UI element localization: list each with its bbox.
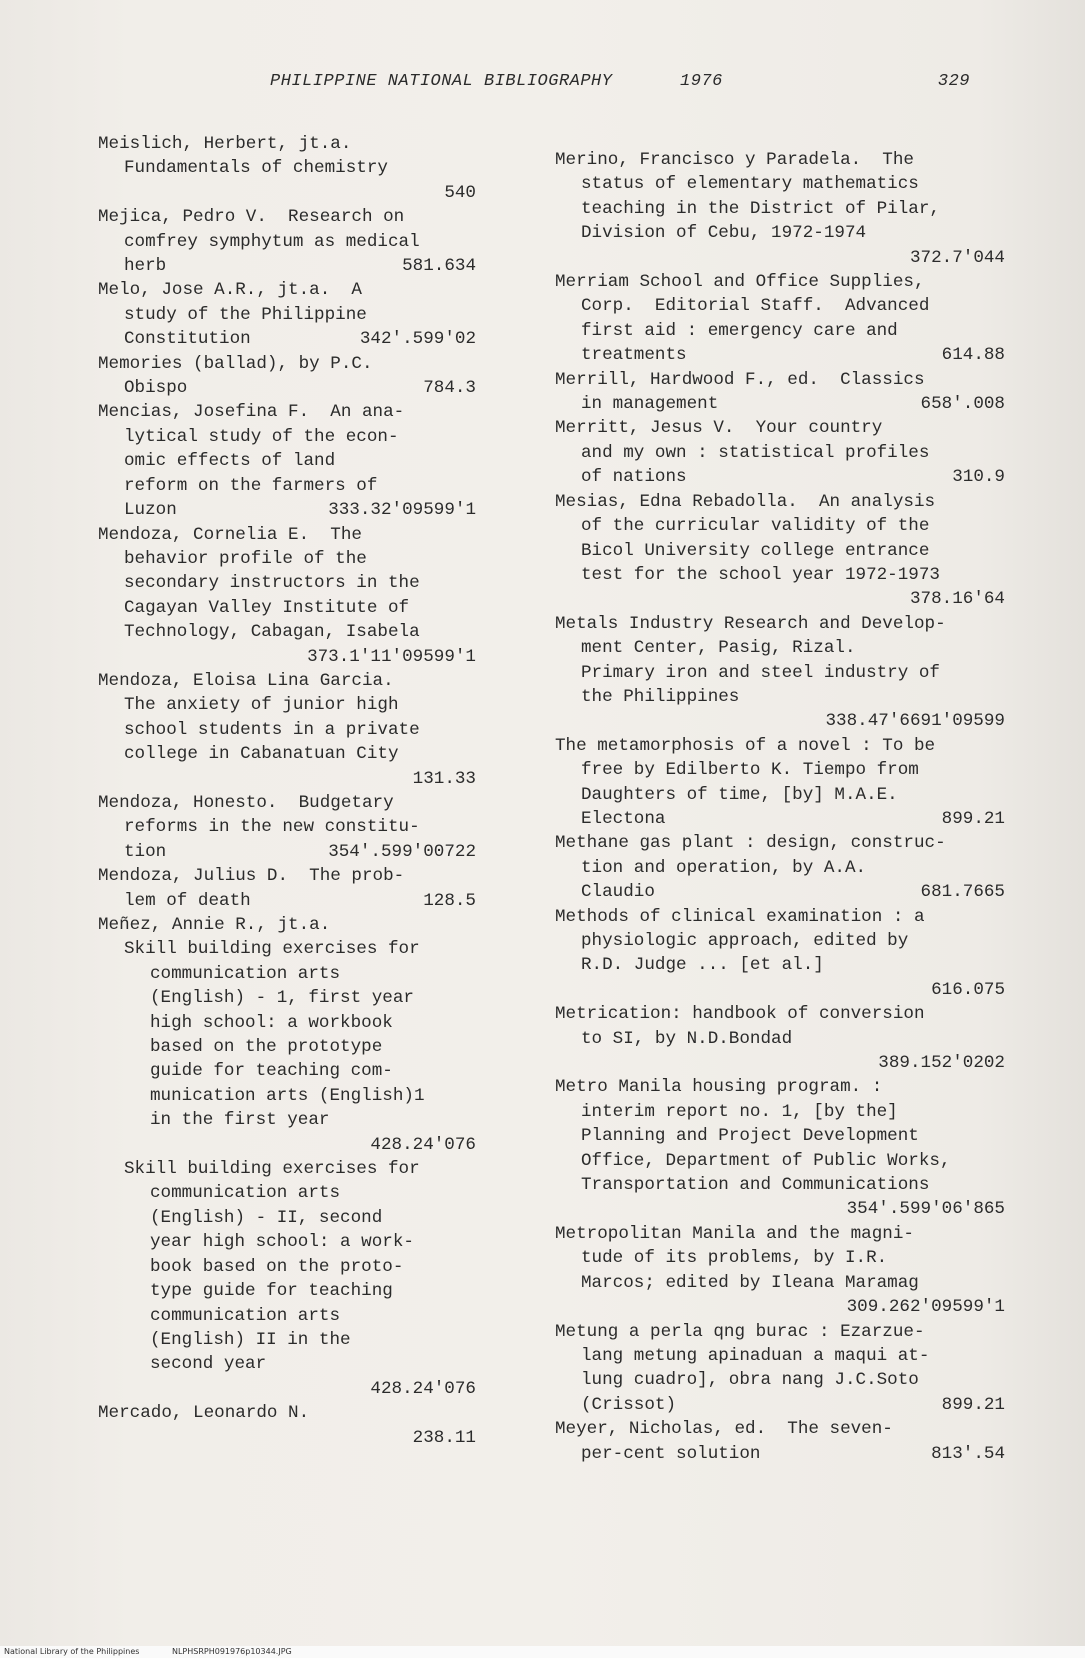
entry-line: of the curricular validity of the bbox=[581, 516, 930, 537]
entry-line: Bicol University college entrance bbox=[581, 540, 930, 561]
entry-line: type guide for teaching bbox=[150, 1281, 393, 1302]
page-header bbox=[270, 72, 1010, 98]
entry-line: in the first year bbox=[150, 1110, 330, 1131]
call-number: 338.47'6691'09599 bbox=[825, 711, 1005, 732]
entry-last-line bbox=[98, 327, 476, 351]
bibliography-entry bbox=[98, 132, 476, 205]
call-number: 681.7665 bbox=[920, 882, 1005, 903]
entry-line: tion bbox=[124, 841, 167, 862]
entry-line: test for the school year 1972-1973 bbox=[581, 564, 940, 585]
bibliography-entry bbox=[555, 1417, 1005, 1466]
call-number: 131.33 bbox=[412, 768, 476, 789]
bibliography-entry bbox=[98, 913, 476, 937]
entry-line: tude of its problems, by I.R. bbox=[581, 1248, 888, 1269]
bibliography-entry bbox=[555, 148, 1005, 270]
entry-line: physiologic approach, edited by bbox=[581, 931, 909, 951]
entry-line: Claudio bbox=[581, 882, 655, 903]
entry-heading: Metung a perla qng burac : Ezarzue- bbox=[555, 1321, 925, 1342]
entry-line: Division of Cebu, 1972-1974 bbox=[581, 223, 867, 244]
entry-heading: Merrill, Hardwood F., ed. Classics bbox=[555, 369, 925, 390]
bibliography-entry bbox=[555, 368, 1005, 417]
entry-line: book based on the proto- bbox=[150, 1256, 404, 1277]
entry-heading: Memories (ballad), by P.C. bbox=[98, 353, 373, 374]
entry-line: free by Edilberto K. Tiempo from bbox=[581, 760, 919, 781]
bibliography-entry bbox=[555, 1222, 1005, 1320]
bibliography-entry bbox=[98, 1157, 476, 1401]
entry-line: omic effects of land bbox=[124, 451, 336, 472]
footer-library: National Library of the Philippines bbox=[4, 1647, 140, 1656]
entry-heading: Metropolitan Manila and the magni- bbox=[555, 1223, 914, 1244]
bibliography-entry bbox=[98, 864, 476, 913]
entry-heading: Meislich, Herbert, jt.a. bbox=[98, 134, 352, 154]
entry-heading: Metals Industry Research and Develop- bbox=[555, 613, 946, 634]
entry-last-line bbox=[98, 254, 476, 278]
entry-heading: Metrication: handbook of conversion bbox=[555, 1004, 925, 1025]
entry-line: first aid : emergency care and bbox=[581, 320, 898, 341]
entry-line: interim report no. 1, [by the] bbox=[581, 1101, 898, 1122]
entry-line: ment Center, Pasig, Rizal. bbox=[581, 638, 856, 659]
entry-heading: Merriam School and Office Supplies, bbox=[555, 272, 925, 293]
entry-line: year high school: a work- bbox=[150, 1232, 414, 1253]
entry-heading: Metro Manila housing program. : bbox=[555, 1077, 883, 1098]
entry-line: reform on the farmers of bbox=[124, 475, 378, 496]
entry-heading: Mercado, Leonardo N. bbox=[98, 1403, 310, 1424]
entry-line: reforms in the new constitu- bbox=[124, 817, 420, 838]
entry-line: and my own : statistical profiles bbox=[581, 442, 930, 463]
call-number: 616.075 bbox=[931, 979, 1005, 1000]
entry-line: (Crissot) bbox=[581, 1394, 677, 1415]
entry-line: Luzon bbox=[124, 500, 177, 521]
entry-last-line bbox=[98, 498, 476, 522]
entry-heading: Methane gas plant : design, construc- bbox=[555, 833, 946, 854]
call-number: 540 bbox=[444, 182, 476, 203]
bibliography-entry bbox=[555, 734, 1005, 832]
entry-heading: Merritt, Jesus V. Your country bbox=[555, 418, 883, 439]
bibliography-entry bbox=[98, 352, 476, 401]
bibliography-entry bbox=[555, 831, 1005, 904]
entry-heading: Meyer, Nicholas, ed. The seven- bbox=[555, 1419, 893, 1440]
bibliography-entry bbox=[98, 791, 476, 864]
call-number: 354'.599'00722 bbox=[328, 841, 476, 862]
entry-last-line bbox=[555, 392, 1005, 416]
entry-line: guide for teaching com- bbox=[150, 1061, 393, 1082]
right-column bbox=[555, 148, 1005, 1466]
call-number: 658'.008 bbox=[920, 394, 1005, 415]
entry-line: in management bbox=[581, 394, 719, 415]
entry-line: to SI, by N.D.Bondad bbox=[581, 1028, 793, 1049]
call-number: 128.5 bbox=[423, 890, 476, 911]
entry-line: lung cuadro], obra nang J.C.Soto bbox=[581, 1370, 919, 1391]
call-number: 342'.599'02 bbox=[359, 329, 476, 350]
running-title: PHILIPPINE NATIONAL BIBLIOGRAPHY bbox=[270, 72, 613, 91]
entry-line: lem of death bbox=[124, 890, 251, 911]
entry-heading: Merino, Francisco y Paradela. The bbox=[555, 150, 914, 170]
entry-line: Obispo bbox=[124, 378, 188, 399]
entry-line: Technology, Cabagan, Isabela bbox=[124, 622, 420, 643]
entry-last-line bbox=[555, 807, 1005, 831]
call-number: 899.21 bbox=[941, 808, 1005, 829]
entry-line: communication arts bbox=[150, 1183, 341, 1204]
bibliography-entry bbox=[555, 490, 1005, 612]
entry-line: herb bbox=[124, 256, 167, 277]
entry-last-line bbox=[555, 343, 1005, 367]
call-number: 784.3 bbox=[423, 378, 476, 399]
page-number: 329 bbox=[937, 72, 970, 91]
entry-heading: Skill building exercises for bbox=[124, 1159, 420, 1180]
entry-line: teaching in the District of Pilar, bbox=[581, 198, 940, 219]
call-number: 378.16'64 bbox=[909, 589, 1005, 610]
entry-line: munication arts (English)1 bbox=[150, 1085, 425, 1106]
bibliography-entry bbox=[98, 400, 476, 522]
bibliography-entry bbox=[98, 937, 476, 1157]
entry-last-line bbox=[98, 840, 476, 864]
bibliography-entry bbox=[555, 1075, 1005, 1221]
entry-heading: Mendoza, Honesto. Budgetary bbox=[98, 792, 394, 813]
entry-line: treatments bbox=[581, 345, 687, 366]
call-number: 813'.54 bbox=[931, 1443, 1005, 1464]
entry-line: school students in a private bbox=[124, 719, 420, 740]
entry-line: Constitution bbox=[124, 329, 251, 350]
scan-footer bbox=[0, 1646, 1085, 1658]
call-number: 310.9 bbox=[952, 467, 1005, 488]
entry-heading: Mendoza, Julius D. The prob- bbox=[98, 866, 405, 887]
entry-line: communication arts bbox=[150, 1305, 341, 1326]
entry-line: college in Cabanatuan City bbox=[124, 744, 399, 765]
entry-line: lytical study of the econ- bbox=[124, 426, 399, 447]
entry-heading: Methods of clinical examination : a bbox=[555, 906, 925, 927]
entry-line: comfrey symphytum as medical bbox=[124, 231, 420, 252]
entry-heading: Skill building exercises for bbox=[124, 939, 420, 960]
running-year: 1976 bbox=[680, 72, 723, 91]
entry-line: secondary instructors in the bbox=[124, 573, 420, 594]
entry-line: Transportation and Communications bbox=[581, 1175, 930, 1196]
bibliography-entry bbox=[555, 612, 1005, 734]
entry-line: the Philippines bbox=[581, 686, 740, 707]
bibliography-entry bbox=[555, 416, 1005, 489]
entry-line: (English) - 1, first year bbox=[150, 988, 414, 1009]
entry-line: communication arts bbox=[150, 963, 341, 984]
entry-line: R.D. Judge ... [et al.] bbox=[581, 955, 824, 976]
footer-file-id: NLPHSRPH091976p10344.JPG bbox=[171, 1647, 292, 1656]
bibliography-entry bbox=[98, 523, 476, 669]
entry-line: (English) II in the bbox=[150, 1329, 351, 1350]
bibliography-entry bbox=[98, 1401, 476, 1450]
call-number: 614.88 bbox=[941, 345, 1005, 366]
entry-heading: The metamorphosis of a novel : To be bbox=[555, 735, 936, 756]
entry-line: study of the Philippine bbox=[124, 304, 367, 325]
entry-last-line bbox=[98, 376, 476, 400]
entry-line: Office, Department of Public Works, bbox=[581, 1150, 951, 1171]
bibliography-entry bbox=[98, 669, 476, 791]
bibliography-entry bbox=[98, 278, 476, 351]
entry-line: status of elementary mathematics bbox=[581, 174, 919, 195]
entry-heading: Mejica, Pedro V. Research on bbox=[98, 207, 405, 228]
entry-line: Fundamentals of chemistry bbox=[124, 158, 388, 179]
call-number: 389.152'0202 bbox=[878, 1053, 1005, 1074]
entry-line: behavior profile of the bbox=[124, 548, 367, 569]
entry-line: tion and operation, by A.A. bbox=[581, 857, 867, 878]
entry-last-line bbox=[555, 465, 1005, 489]
entry-last-line bbox=[555, 1393, 1005, 1417]
entry-heading: Mesias, Edna Rebadolla. An analysis bbox=[555, 491, 936, 512]
entry-line: based on the prototype bbox=[150, 1037, 383, 1058]
call-number: 354'.599'06'865 bbox=[846, 1199, 1005, 1220]
entry-line: Daughters of time, [by] M.A.E. bbox=[581, 784, 898, 805]
entry-heading: Mendoza, Cornelia E. The bbox=[98, 524, 362, 545]
entry-last-line bbox=[555, 880, 1005, 904]
call-number: 428.24'076 bbox=[370, 1378, 476, 1399]
call-number: 899.21 bbox=[941, 1394, 1005, 1415]
entry-heading: Melo, Jose A.R., jt.a. A bbox=[98, 280, 362, 301]
bibliography-entry bbox=[98, 205, 476, 278]
bibliography-entry bbox=[555, 1320, 1005, 1418]
call-number: 428.24'076 bbox=[370, 1134, 476, 1155]
call-number: 309.262'09599'1 bbox=[846, 1297, 1005, 1318]
call-number: 581.634 bbox=[402, 256, 476, 277]
bibliography-entry bbox=[555, 905, 1005, 1003]
call-number: 373.1'11'09599'1 bbox=[307, 646, 476, 667]
entry-line: Marcos; edited by Ileana Maramag bbox=[581, 1272, 919, 1293]
entry-heading: Mencias, Josefina F. An ana- bbox=[98, 402, 405, 423]
entry-line: second year bbox=[150, 1354, 267, 1375]
entry-heading: Meñez, Annie R., jt.a. bbox=[98, 915, 331, 935]
entry-last-line bbox=[98, 889, 476, 913]
entry-line: The anxiety of junior high bbox=[124, 695, 399, 716]
bibliography-entry bbox=[555, 270, 1005, 368]
entry-line: Planning and Project Development bbox=[581, 1126, 919, 1147]
entry-line: of nations bbox=[581, 467, 687, 488]
call-number: 333.32'09599'1 bbox=[328, 500, 476, 521]
entry-line: per-cent solution bbox=[581, 1443, 761, 1464]
left-column bbox=[98, 132, 476, 1450]
entry-last-line bbox=[555, 1442, 1005, 1466]
entry-heading: Mendoza, Eloisa Lina Garcia. bbox=[98, 670, 394, 691]
call-number: 372.7'044 bbox=[909, 247, 1005, 268]
entry-line: Corp. Editorial Staff. Advanced bbox=[581, 296, 930, 317]
entry-line: Cagayan Valley Institute of bbox=[124, 597, 410, 618]
bibliography-entry bbox=[555, 1002, 1005, 1075]
entry-line: Primary iron and steel industry of bbox=[581, 662, 940, 683]
entry-line: high school: a workbook bbox=[150, 1012, 393, 1033]
entry-line: (English) - II, second bbox=[150, 1207, 383, 1228]
call-number: 238.11 bbox=[412, 1427, 476, 1448]
entry-line: Electona bbox=[581, 808, 666, 829]
entry-line: lang metung apinaduan a maqui at- bbox=[581, 1345, 930, 1366]
